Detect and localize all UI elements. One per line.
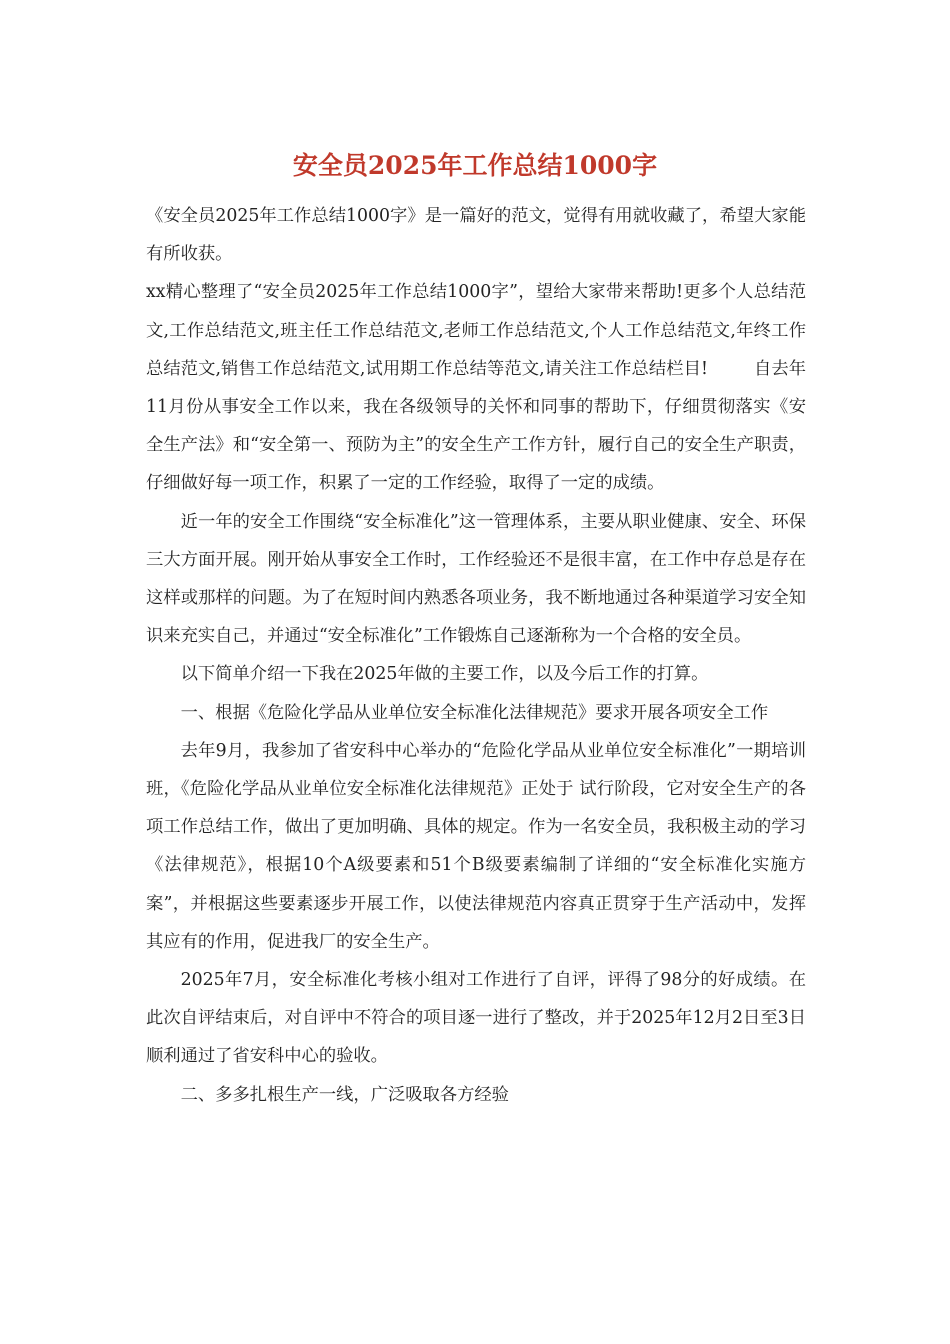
section-heading-1: 一、根据《危险化学品从业单位安全标准化法律规范》要求开展各项安全工作: [180, 702, 769, 723]
section-heading-2: 二、多多扎根生产一线，广泛吸取各方经验: [180, 1084, 509, 1105]
document-body: [146, 197, 806, 1114]
paragraph-standardization: 近一年的安全工作围绕“安全标准化”这一管理体系，主要从职业健康、安全、环保三大方面开展。刚开始从事安全工作时，工作经验还不是很丰富，在工作中存总是存在这样或那样的问题。为了在短时间内熟悉各项业务，我不断地通过各种渠道学习安全知识来充实自己，并通过“安全标准化”工作锻炼自己逐渐称为一个合格的安全员。: [146, 511, 806, 647]
paragraph-training: 去年9月，我参加了省安科中心举办的“危险化学品从业单位安全标准化”一期培训班，《危险化学品从业单位安全标准化法律规范》正处于 试行阶段，它对安全生产的各项工作总结工作，做出了更加明确、具体的规定。作为一名安全员，我积极主动的学习《法律规范》，根据10个A级要素和51个B级要素编制了详细的“安全标准化实施方案”，并根据这些要素逐步开展工作，以使法律规范内容真正贯穿于生产活动中，发挥其应有的作用，促进我厂的安全生产。: [146, 740, 806, 952]
paragraph-evaluation: 2025年7月，安全标准化考核小组对工作进行了自评，评得了98分的好成绩。在此次自评结束后，对自评中不符合的项目逐一进行了整改，并于2025年12月2日至3日顺利通过了省安科中心的验收。: [146, 970, 806, 1067]
preface-paragraph: [146, 273, 806, 502]
paragraph-overview: 以下简单介绍一下我在2025年做的主要工作，以及今后工作的打算。: [180, 664, 709, 685]
intro-paragraph: 《安全员2025年工作总结1000字》是一篇好的范文，觉得有用就收藏了，希望大家能有所收获。: [146, 206, 806, 265]
opening-text: 自去年11月份从事安全工作以来，我在各级领导的关怀和同事的帮助下，仔细贯彻落实《安全生产法》和“安全第一、预防为主”的安全生产工作方针，履行自己的安全生产职责，仔细做好每一项工作，积累了一定的工作经验，取得了一定的成绩。: [146, 358, 806, 494]
preface-text: xx精心整理了“安全员2025年工作总结1000字”，望给大家带来帮助!更多个人总结范文,工作总结范文,班主任工作总结范文,老师工作总结范文,个人工作总结范文,年终工作总结范文,销售工作总结范文,试用期工作总结等范文,请关注工作总结栏目!: [146, 282, 806, 379]
document-title: 安全员2025年工作总结1000字: [292, 151, 658, 180]
